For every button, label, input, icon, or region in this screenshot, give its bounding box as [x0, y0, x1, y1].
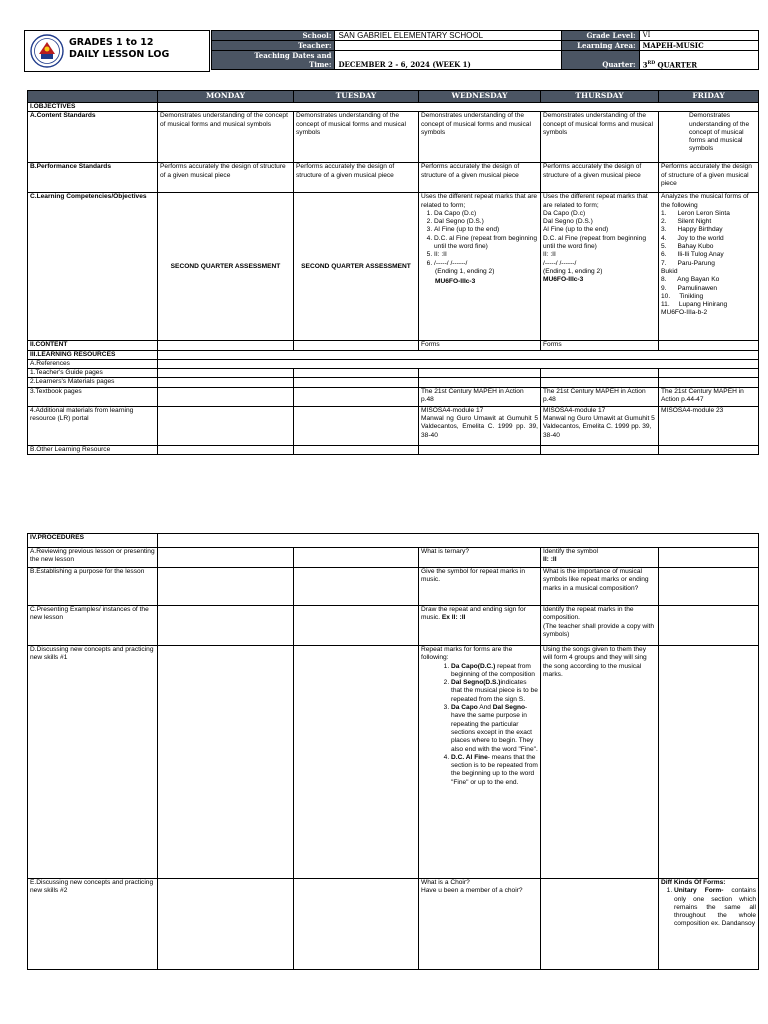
tg-tue	[294, 369, 419, 378]
section-proc-d: D.Discussing new concepts and practicing new skills #1	[28, 646, 158, 879]
other-fri	[659, 445, 759, 454]
repeat-mark-item	[451, 663, 538, 680]
proc-c-mon	[158, 606, 294, 646]
content-standard-thu: Demonstrates understanding of the concept of musical forms and musical symbols	[541, 112, 659, 163]
section-learning-competencies: C.Learning Competencies/Objectives	[28, 193, 158, 341]
proc-a-thu-line-1: Identify the symbol	[543, 548, 598, 555]
repeat-mark-desc: indicates that the musical piece is to be repeated from the sign S.	[451, 679, 538, 703]
lm-thu	[541, 378, 659, 387]
procedures-blank	[158, 534, 759, 548]
proc-d-tue	[294, 646, 419, 879]
competency-wed-item: 3. Al Fine (up to the end)	[434, 226, 538, 234]
competency-wed-ending: (Ending 1, ending 2)	[435, 267, 495, 275]
competency-thu-line: (Ending 1, ending 2)	[543, 267, 603, 275]
proc-a-tue	[294, 548, 419, 568]
form-item	[674, 887, 756, 928]
tg-fri	[659, 369, 759, 378]
proc-c-thu-text: Identify the repeat marks in the composition.	[543, 606, 634, 622]
repeat-mark-item	[451, 754, 538, 787]
section-performance-standards: B.Performance Standards	[28, 163, 158, 193]
section-teachers-guide: 1.Teacher's Guide pages	[28, 369, 158, 378]
learning-resources-blank	[158, 350, 759, 359]
competency-fri-code: MU6FO-IIIa-b-2	[661, 309, 708, 317]
day-wednesday: WEDNESDAY	[419, 91, 541, 103]
proc-b-tue	[294, 568, 419, 606]
assessment-mon: SECOND QUARTER ASSESSMENT	[158, 193, 294, 341]
lesson-info-table	[211, 30, 759, 70]
other-mon	[158, 445, 294, 454]
proc-b-thu: What is the importance of musical symbols like repeat marks or ending marks in a musical composition?	[541, 568, 659, 606]
performance-standard-wed: Performs accurately the design of structure of a given musical piece	[419, 163, 541, 193]
content-thu: Forms	[541, 341, 659, 350]
repeat-marks-list	[421, 663, 538, 787]
additional-wed-line-2: Manwal ng Guro Umawit at Gumuhit 5 Valdecantos, Emelita C. 1999 pp. 39, 38-40	[421, 415, 538, 439]
additional-thu-line-2: Manwal ng Guro Umawit at Gumuhit 5 Valdecantos, Emelita C. 1999 pp. 39, 38-40	[543, 415, 655, 439]
tg-wed	[419, 369, 541, 378]
proc-c-tue	[294, 606, 419, 646]
title-line-1: GRADES 1 to 12	[69, 37, 154, 48]
competency-wed-intro: Uses the different repeat marks that are related to form;	[421, 193, 538, 209]
references-blank	[158, 359, 759, 368]
competency-fri-item: 2. Silent Night	[661, 218, 712, 226]
competency-wed-item: 2. Dal Segno (D.S.)	[434, 218, 538, 226]
day-tuesday: TUESDAY	[294, 91, 419, 103]
proc-e-wed-line-2: Have u been a member of a choir?	[421, 887, 523, 895]
day-thursday: THURSDAY	[541, 91, 659, 103]
content-standard-mon: Demonstrates understanding of the concept of musical forms and musical symbols	[158, 112, 294, 163]
school-label: School:	[212, 31, 335, 41]
competency-fri-intro: Analyzes the musical forms of the following	[661, 193, 749, 209]
proc-e-wed-line-1: What is a Choir?	[421, 879, 470, 886]
repeat-mark-desc: - means that the section is to be repeated from the beginning up to the word "Fine" or up to the end.	[451, 753, 538, 786]
section-proc-c: C.Presenting Examples/ instances of the new lesson	[28, 606, 158, 646]
header-blank	[28, 91, 158, 103]
lm-fri	[659, 378, 759, 387]
proc-c-thu-note: (The teacher shall provide a copy with symbols)	[543, 622, 655, 638]
forms-title: Diff Kinds Of Forms:	[661, 879, 726, 886]
competency-fri-item: 4. Joy to the world	[661, 234, 724, 242]
area-label: Learning Area:	[561, 41, 639, 51]
competency-wed-item: 1. Da Capo (D.c)	[434, 210, 538, 218]
title-block	[24, 30, 210, 72]
lm-mon	[158, 378, 294, 387]
dates-label	[212, 51, 335, 70]
proc-b-fri	[659, 568, 759, 606]
section-proc-b: B.Establishing a purpose for the lesson	[28, 568, 158, 606]
competency-thu-line: D.C. al Fine (repeat from beginning until the word fine)	[543, 234, 646, 251]
repeat-mark-term: D.C. Al Fine	[451, 753, 488, 761]
form-desc: contains only one section which remains the same all throughout the whole composition ex. Dandansoy	[674, 887, 756, 928]
competency-thu-line: Da Capo (D.c)	[543, 209, 586, 217]
proc-b-mon	[158, 568, 294, 606]
quarter-label: Quarter:	[561, 51, 639, 70]
competency-fri-item: 11. Lupang Hinirang	[661, 301, 728, 309]
form-term: Unitary Form-	[674, 887, 724, 895]
competency-thu-line: Dal Segno (D.S.)	[543, 218, 593, 226]
content-wed: Forms	[419, 341, 541, 350]
competency-fri-item: 3. Happy Birthday	[661, 226, 723, 234]
proc-d-mon	[158, 646, 294, 879]
quarter-number: 3	[642, 60, 648, 69]
section-content: II.CONTENT	[28, 341, 158, 350]
grade-label: Grade Level:	[561, 31, 639, 41]
performance-standard-thu: Performs accurately the design of structure of a given musical piece	[541, 163, 659, 193]
lesson-log-header	[24, 30, 759, 72]
lm-tue	[294, 378, 419, 387]
teacher-label: Teacher:	[212, 41, 335, 51]
grade-value: VI	[639, 31, 758, 41]
day-monday: MONDAY	[158, 91, 294, 103]
performance-standard-mon: Performs accurately the design of structure of a given musical piece	[158, 163, 294, 193]
school-value: SAN GABRIEL ELEMENTARY SCHOOL	[335, 31, 561, 41]
content-mon	[158, 341, 294, 350]
competency-fri-item: 7. Paru-Parung	[661, 259, 715, 267]
competency-wed-item: 5. II: :II	[434, 251, 538, 259]
additional-wed	[419, 406, 541, 445]
proc-d-wed-intro: Repeat marks for forms are the following:	[421, 646, 513, 662]
proc-d-wed	[419, 646, 541, 879]
dates-label-line-1: Teaching Dates and	[254, 51, 332, 60]
repeat-mark-term: Da Capo	[451, 704, 478, 712]
other-thu	[541, 445, 659, 454]
proc-e-wed	[419, 879, 541, 970]
competency-fri-item: 6. Ili-Ili Tulog Anay	[661, 251, 724, 259]
content-standard-fri: Demonstrates understanding of the concept of musical forms and musical symbols	[659, 112, 759, 163]
assessment-tue: SECOND QUARTER ASSESSMENT	[294, 193, 419, 341]
section-references: A.References	[28, 359, 158, 368]
area-value: MAPEH-MUSIC	[639, 41, 758, 51]
repeat-mark-desc: repeat from beginning of the composition	[451, 662, 535, 678]
proc-d-fri	[659, 646, 759, 879]
competency-fri-item: Bukid	[661, 267, 678, 275]
objectives-blank	[158, 103, 759, 112]
section-procedures: IV.PROCEDURES	[28, 534, 158, 548]
quarter-value	[639, 51, 758, 70]
content-fri	[659, 341, 759, 350]
competency-wed-code: MU6FO-IIIc-3	[435, 278, 476, 286]
section-learning-resources: III.LEARNING RESOURCES	[28, 350, 158, 359]
performance-standard-fri: Performs accurately the design of structure of a given musical piece	[659, 163, 759, 193]
additional-thu	[541, 406, 659, 445]
textbook-fri: The 21st Century MAPEH in Action p.44-47	[659, 387, 759, 406]
proc-a-fri	[659, 548, 759, 568]
tg-mon	[158, 369, 294, 378]
proc-e-fri	[659, 879, 759, 970]
repeat-mark-term: Dal Segno(D.S.)	[451, 679, 501, 687]
repeat-mark-term: Da Capo(D.C.)	[451, 662, 496, 670]
repeat-mark-item	[451, 704, 538, 754]
proc-c-fri	[659, 606, 759, 646]
repeat-mark-item	[451, 679, 538, 704]
textbook-thu: The 21st Century MAPEH in Action p.48	[541, 387, 659, 406]
procedures-table	[27, 533, 759, 970]
tg-thu	[541, 369, 659, 378]
other-wed	[419, 445, 541, 454]
competency-wed-list	[421, 210, 538, 268]
proc-d-thu: Using the songs given to them they will form 4 groups and they will sing the song according to the musical marks.	[541, 646, 659, 879]
other-tue	[294, 445, 419, 454]
content-standard-tue: Demonstrates understanding of the concept of musical forms and musical symbols	[294, 112, 419, 163]
section-proc-e: E.Discussing new concepts and practicing new skills #2	[28, 879, 158, 970]
content-tue	[294, 341, 419, 350]
title-line-2: DAILY LESSON LOG	[69, 49, 170, 60]
proc-e-thu	[541, 879, 659, 970]
additional-wed-line-1: MISOSA4-module 17	[421, 406, 484, 414]
competency-thu-line: Al Fine (up to the end)	[543, 226, 609, 234]
competency-thu-intro: Uses the different repeat marks that are related to form;	[543, 193, 648, 209]
competency-fri-item: 5. Bahay Kubo	[661, 243, 714, 251]
lm-wed	[419, 378, 541, 387]
proc-c-wed-example: Ex II: :II	[441, 614, 466, 622]
repeat-mark-mid: And	[477, 704, 493, 712]
objectives-table	[27, 90, 759, 455]
textbook-wed: The 21st Century MAPEH in Action p.48	[419, 387, 541, 406]
textbook-tue	[294, 387, 419, 406]
additional-mon	[158, 406, 294, 445]
competency-fri-item: 9. Pamulinawen	[661, 284, 718, 292]
proc-a-thu	[541, 548, 659, 568]
proc-e-mon	[158, 879, 294, 970]
proc-c-wed-text: Draw the repeat and ending sign for music.	[421, 606, 526, 622]
proc-c-thu	[541, 606, 659, 646]
competency-fri-item: 1. Leron Leron Sinta	[661, 209, 730, 217]
proc-a-mon	[158, 548, 294, 568]
repeat-mark-term-2: Dal Segno	[492, 704, 526, 712]
section-additional-materials: 4.Additional materials from learning resource (LR) portal	[28, 406, 158, 445]
repeat-mark-desc: - have the same purpose in repeating the particular sections except in the exact places where to begin. They also end with the word "Fine".	[451, 704, 538, 753]
proc-a-wed: What is ternary?	[419, 548, 541, 568]
proc-a-thu-symbol: II: :II	[543, 556, 557, 564]
competency-wed-item: 6. /-----/ /------/	[434, 260, 538, 268]
day-friday: FRIDAY	[659, 91, 759, 103]
content-standard-wed: Demonstrates understanding of the concept of musical forms and musical symbols	[419, 112, 541, 163]
competency-thu-line: /-----/ /------/	[543, 259, 577, 267]
competency-thu-code: MU6FO-IIIc-3	[543, 276, 584, 284]
deped-seal-icon	[30, 34, 64, 68]
additional-tue	[294, 406, 419, 445]
proc-c-wed	[419, 606, 541, 646]
additional-thu-line-1: MISOSA4-module 17	[543, 406, 606, 414]
competency-fri-item: 10. Tinikling	[661, 292, 704, 300]
section-textbook: 3.Textbook pages	[28, 387, 158, 406]
quarter-suffix: RD	[647, 60, 656, 66]
dates-value: DECEMBER 2 - 6, 2024 (WEEK 1)	[335, 51, 561, 70]
proc-e-tue	[294, 879, 419, 970]
competency-thu	[541, 193, 659, 341]
section-proc-a: A.Reviewing previous lesson or presenting the new lesson	[28, 548, 158, 568]
section-learners-materials: 2.Learners's Materials pages	[28, 378, 158, 387]
dates-label-line-2: Time:	[309, 60, 332, 69]
additional-fri: MISOSA4-module 23	[659, 406, 759, 445]
competency-thu-line: II: :II	[543, 251, 556, 259]
quarter-word: QUARTER	[655, 60, 698, 69]
performance-standard-tue: Performs accurately the design of structure of a given musical piece	[294, 163, 419, 193]
competency-wed	[419, 193, 541, 341]
textbook-mon	[158, 387, 294, 406]
competency-fri-item: 8. Ang Bayan Ko	[661, 276, 720, 284]
competency-fri	[659, 193, 759, 341]
teacher-value	[335, 41, 561, 51]
section-other-resource: B.Other Learning Resource	[28, 445, 158, 454]
section-objectives: I.OBJECTIVES	[28, 103, 158, 112]
section-content-standards: A.Content Standards	[28, 112, 158, 163]
forms-list	[661, 887, 756, 928]
proc-b-wed: Give the symbol for repeat marks in music.	[419, 568, 541, 606]
competency-wed-item: 4. D.C. al Fine (repeat from beginning until the word fine)	[434, 235, 538, 252]
